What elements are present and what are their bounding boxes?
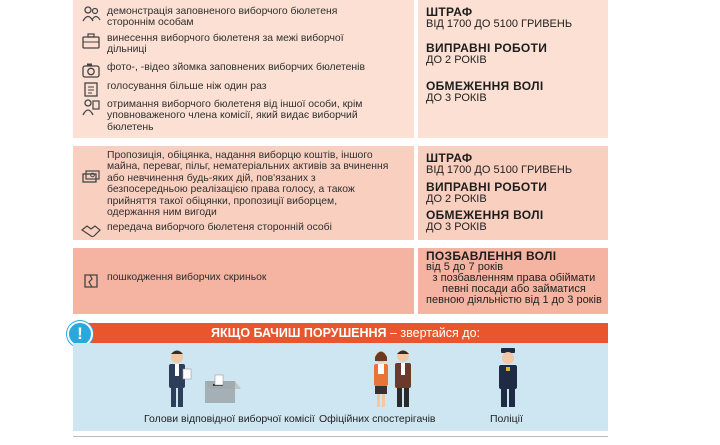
violation-item bbox=[81, 62, 411, 79]
violation-item bbox=[81, 99, 411, 133]
penalty-detail: ВІД 1700 ДО 5100 ГРИВЕНЬ bbox=[426, 164, 573, 176]
penalty-title: ВИПРАВНІ РОБОТИ bbox=[426, 180, 548, 194]
bottom-divider bbox=[73, 436, 608, 437]
violation-text: Пропозиція, обіцянка, надання виборцю коштів, іншого майна, переваг, пільг, нематеріальних активів за вчинення або невчинення будь-яких дій, пов'язаних з безпосередньою реалізацією права голосу, а також прийняття такої обіцянки, пропозиції виборцем, одержання ним вигоди bbox=[107, 150, 389, 219]
violations-panel-3 bbox=[73, 248, 608, 314]
violation-text: передача виборчого бюлетеня сторонній особі bbox=[107, 222, 332, 233]
penalty-detail: ДО 3 РОКІВ bbox=[426, 221, 487, 233]
panel-divider bbox=[414, 248, 418, 314]
violations-panel-2 bbox=[73, 146, 608, 240]
commission-head-icon bbox=[161, 347, 251, 409]
briefcase-icon bbox=[81, 32, 101, 50]
ballot-icon bbox=[81, 80, 101, 98]
penalty-fine bbox=[426, 152, 572, 176]
penalty-title: ОБМЕЖЕННЯ ВОЛІ bbox=[426, 79, 544, 93]
exclamation-icon: ! bbox=[67, 321, 93, 347]
penalty-title: ОБМЕЖЕННЯ ВОЛІ bbox=[426, 208, 544, 222]
contact-observers: Офіційних спостерігачів bbox=[319, 413, 436, 425]
person-ballot-icon bbox=[81, 98, 101, 116]
contact-police: Поліції bbox=[490, 413, 523, 425]
penalty-title: ПОЗБАВЛЕННЯ ВОЛІ bbox=[426, 249, 557, 263]
penalty-detail: певною діяльністю від 1 до 3 років bbox=[426, 294, 602, 306]
violation-item bbox=[81, 81, 411, 98]
broken-box-icon bbox=[81, 271, 101, 289]
people-icon bbox=[81, 5, 101, 23]
violation-text: пошкодження виборчих скриньок bbox=[107, 272, 267, 283]
penalty-restriction bbox=[426, 80, 543, 104]
penalty-detail: ДО 3 РОКІВ bbox=[426, 92, 487, 104]
violation-item bbox=[81, 33, 411, 56]
observers-icon bbox=[369, 347, 419, 409]
money-icon bbox=[81, 168, 101, 186]
violations-panel-1 bbox=[73, 0, 608, 138]
penalty-detail: певні посади або займатися bbox=[442, 283, 586, 295]
contact-commission-head: Голови відповідної виборчої комісії bbox=[144, 413, 315, 425]
panel-divider bbox=[414, 146, 418, 240]
police-officer-icon bbox=[493, 347, 523, 409]
penalty-correctional-work bbox=[426, 42, 547, 66]
violation-item bbox=[81, 150, 411, 218]
violation-text: отримання виборчого бюлетеня від іншої особи, крім уповноваженого члена комісії, який видає виборчий бюлетень bbox=[107, 99, 363, 133]
penalty-detail: від 5 до 7 років bbox=[426, 261, 504, 273]
violation-text: винесення виборчого бюлетеня за межі виборчої дільниці bbox=[107, 33, 344, 56]
penalty-correctional-work bbox=[426, 181, 547, 205]
panel-divider bbox=[414, 0, 418, 138]
banner-text: – звертайся до: bbox=[386, 326, 481, 340]
violation-item bbox=[81, 222, 411, 239]
penalty-detail: ДО 2 РОКІВ bbox=[426, 54, 487, 66]
handshake-icon bbox=[81, 221, 101, 239]
violation-item bbox=[81, 272, 411, 289]
penalty-title: ВИПРАВНІ РОБОТИ bbox=[426, 41, 548, 55]
penalty-title: ШТРАФ bbox=[426, 151, 473, 165]
penalty-restriction bbox=[426, 209, 543, 233]
penalty-detail: з позбавленням права обіймати bbox=[432, 272, 596, 284]
penalty-detail: ВІД 1700 ДО 5100 ГРИВЕНЬ bbox=[426, 18, 573, 30]
penalty-imprisonment bbox=[426, 251, 602, 306]
violation-text: голосування більше ніж один раз bbox=[107, 81, 267, 92]
banner-bold-text: ЯКЩО БАЧИШ ПОРУШЕННЯ bbox=[210, 326, 387, 340]
penalty-title: ШТРАФ bbox=[426, 5, 473, 19]
camera-icon bbox=[81, 61, 101, 79]
penalty-detail: ДО 2 РОКІВ bbox=[426, 193, 487, 205]
penalty-fine bbox=[426, 6, 572, 30]
violation-item bbox=[81, 6, 411, 29]
violation-text: демонстрація заповненого виборчого бюлетеня стороннім особам bbox=[107, 6, 338, 29]
report-banner bbox=[83, 323, 608, 343]
violation-text: фото-, -відео зйомка заповнених виборчих бюлетенів bbox=[107, 62, 365, 73]
